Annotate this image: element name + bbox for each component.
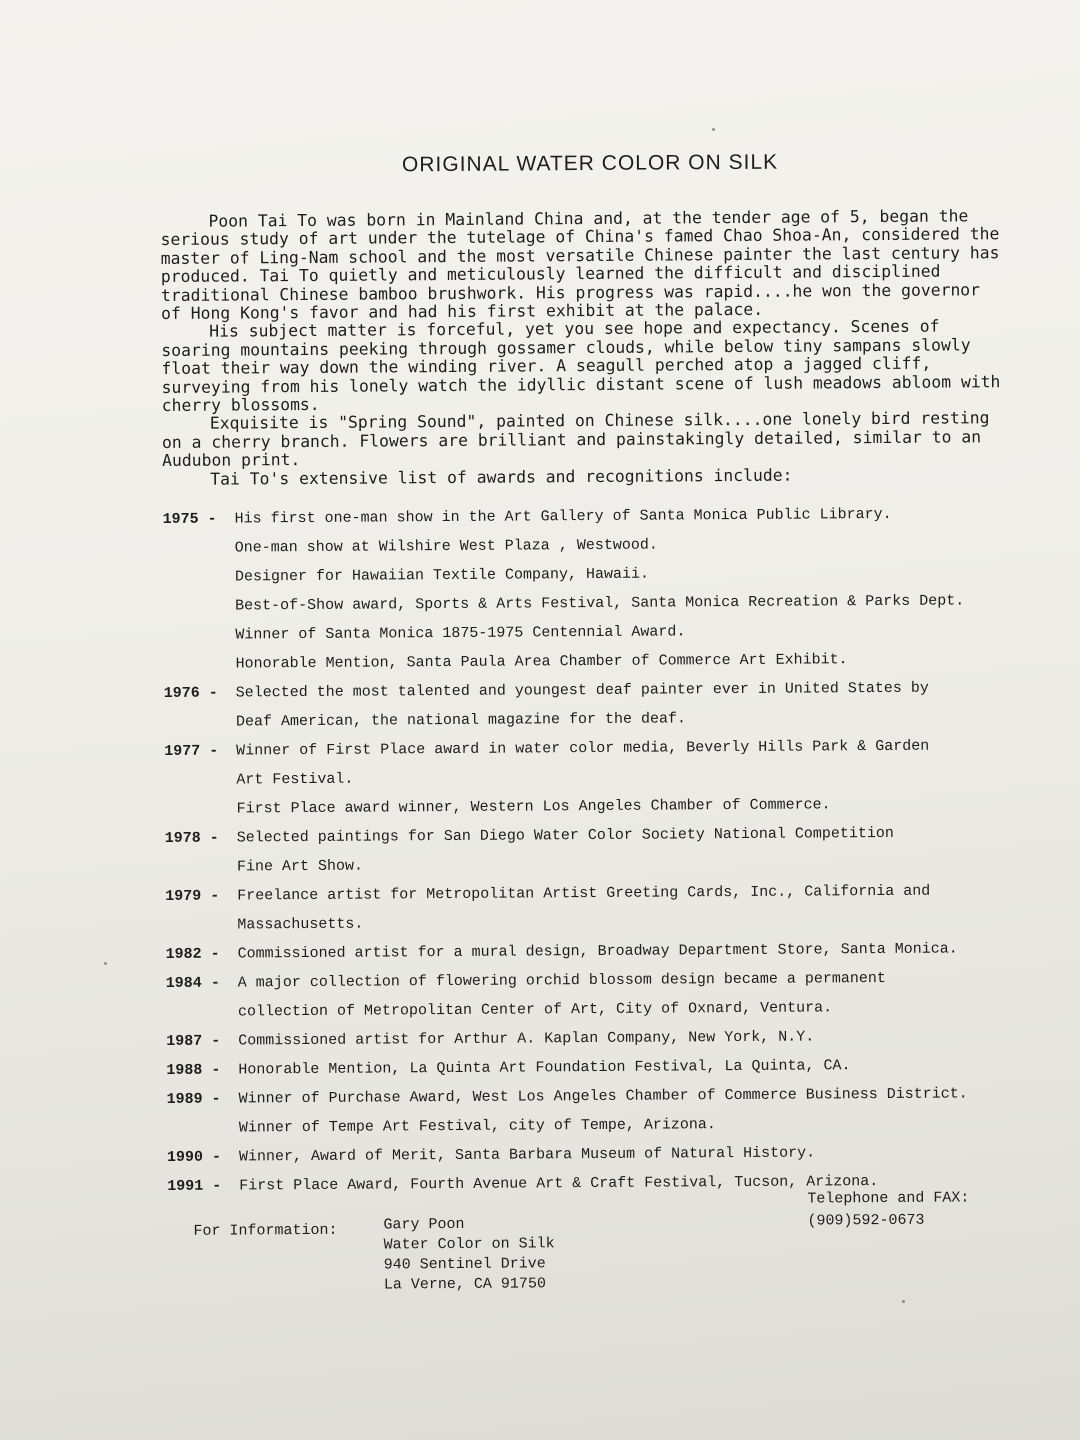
award-entry-line: Winner of Purchase Award, West Los Angeles Chamber of Commerce Business District. [238,1085,968,1108]
biography [160,207,1002,489]
award-year-group [165,818,1005,882]
award-entries [237,818,1005,881]
award-entry [235,586,1003,620]
award-entry-line: Freelance artist for Metropolitan Artist Greeting Cards, Inc., California and [237,882,931,905]
award-year: 1987 - [166,1032,221,1051]
award-year: 1989 - [166,1090,221,1109]
award-entry-line: Winner, Award of Merit, Santa Barbara Museum of Natural History. [238,1144,816,1166]
award-entry [236,731,1004,794]
award-entry-line: Selected the most talented and youngest deaf painter ever in United States by [235,679,929,702]
contact-phone-block [807,1187,969,1232]
award-entry-line: Commissioned artist for a mural design, Broadway Department Store, Santa Monica. [237,940,958,963]
award-year-group [165,876,1005,940]
contact-address [383,1214,555,1295]
contact-street: 940 Sentinel Drive [383,1255,546,1274]
award-entry [237,818,1005,881]
award-year: 1990 - [166,1148,222,1167]
award-year: 1991 - [167,1177,222,1196]
award-entries [236,673,1004,736]
award-entry-line: Winner of Tempe Art Festival, city of Tempe, Arizona. [238,1116,716,1137]
award-entry-line: One-man show at Wilshire West Plaza , Westwood. [234,536,658,557]
award-year: 1978 - [164,829,219,848]
award-entries [237,876,1005,939]
paper-speck [104,962,107,965]
award-entry-line: Winner of First Place award in water color media, Beverly Hills Park & Garden [236,737,930,760]
bio-paragraph: Poon Tai To was born in Mainland China and, at the tender age of 5, began the serious study of art under the tutelage of China's famed Chao Shoa-An, considered the master of Ling-Nam school and the most versatile Chinese painter the last century has produced. Tai To quietly and meticulously learned the difficult and disciplined traditional Chinese bamboo brushwork. His progress was rapid....he won the governor of Hong Kong's favor and had his first exhibit at the palace. [160,206,1000,324]
contact-business: Water Color on Silk [383,1235,555,1254]
award-entry-line: Designer for Hawaiian Textile Company, Hawaii. [234,565,650,586]
award-year-group [164,731,1005,824]
award-entry [238,963,1006,1026]
award-year-group [162,499,1003,679]
award-year-group [164,673,1004,737]
award-entry-line: Selected paintings for San Diego Water Color Society National Competition [236,824,894,847]
award-entries [238,963,1006,1026]
award-entry-line: Art Festival. [236,770,354,789]
contact-label: For Information: [193,1221,338,1240]
award-entry-line: Fine Art Show. [236,857,364,876]
bio-paragraph: His subject matter is forceful, yet you see hope and expectancy. Scenes of soaring mountains peeking through gossamer clouds, while below tiny sampans slowly float their way down the winding river. A seagull perched atop a jagged cliff, surveying from his lonely watch the idyllic distant scene of lush meadows abloom with cherry blossoms. [161,317,1001,416]
award-year: 1979 - [165,887,220,906]
award-entries [238,1079,1006,1142]
award-year: 1984 - [165,974,220,993]
phone-number: (909)592-0673 [807,1211,925,1230]
award-year-group [166,1079,1006,1143]
awards-list [162,499,1007,1201]
award-entry [234,499,1002,533]
award-year: 1977 - [164,742,219,761]
award-entries [236,731,1005,823]
award-entry-line: Deaf American, the national magazine for the deaf. [235,710,687,731]
award-entry-line: Best-of-Show award, Sports & Arts Festival, Santa Monica Recreation & Parks Dept. [235,592,965,615]
award-entry-line: Honorable Mention, La Quinta Art Foundation Festival, La Quinta, CA. [238,1057,851,1079]
award-entry-line: collection of Metropolitan Center of Art, City of Oxnard, Ventura. [237,999,833,1021]
award-entry [238,1079,1006,1113]
award-year: 1982 - [165,945,220,964]
award-entry-line: First Place Award, Fourth Avenue Art & Craft Festival, Tucson, Arizona. [239,1173,879,1195]
phone-label: Telephone and FAX: [807,1189,970,1208]
paper-speck [902,1300,905,1303]
award-entry [236,673,1004,736]
award-year: 1975 - [162,510,217,529]
award-entry-line: A major collection of flowering orchid blossom design became a permanent [237,970,886,992]
award-entry-line: First Place award winner, Western Los Angeles Chamber of Commerce. [236,796,831,818]
award-entry-line: Massachusetts. [237,915,364,934]
award-entries [234,499,1003,678]
bio-paragraph: Exquisite is "Spring Sound", painted on Chinese silk....one lonely bird resting on a cherry branch. Flowers are brilliant and painstakingly detailed, similar to an Audubon print. [161,408,990,471]
bio-paragraph: Tai To's extensive list of awards and recognitions include: [210,465,793,489]
award-entry-line: His first one-man show in the Art Gallery of Santa Monica Public Library. [234,505,892,528]
award-entry [237,876,1005,939]
award-year: 1988 - [166,1061,221,1080]
paper-speck [712,128,715,131]
contact-city: La Verne, CA 91750 [383,1275,546,1294]
award-entry-line: Commissioned artist for Arthur A. Kaplan Company, New York, N.Y. [238,1028,815,1050]
contact-block [167,1189,1008,1305]
document-content [160,149,1008,1305]
contact-name: Gary Poon [383,1215,465,1234]
award-entry-line: Winner of Santa Monica 1875-1975 Centennial Award. [235,623,686,644]
award-entry-line: Honorable Mention, Santa Paula Area Chamber of Commerce Art Exhibit. [235,651,848,673]
award-year: 1976 - [163,684,218,703]
document-title: ORIGINAL WATER COLOR ON SILK [401,150,779,177]
award-year-group [166,963,1006,1027]
